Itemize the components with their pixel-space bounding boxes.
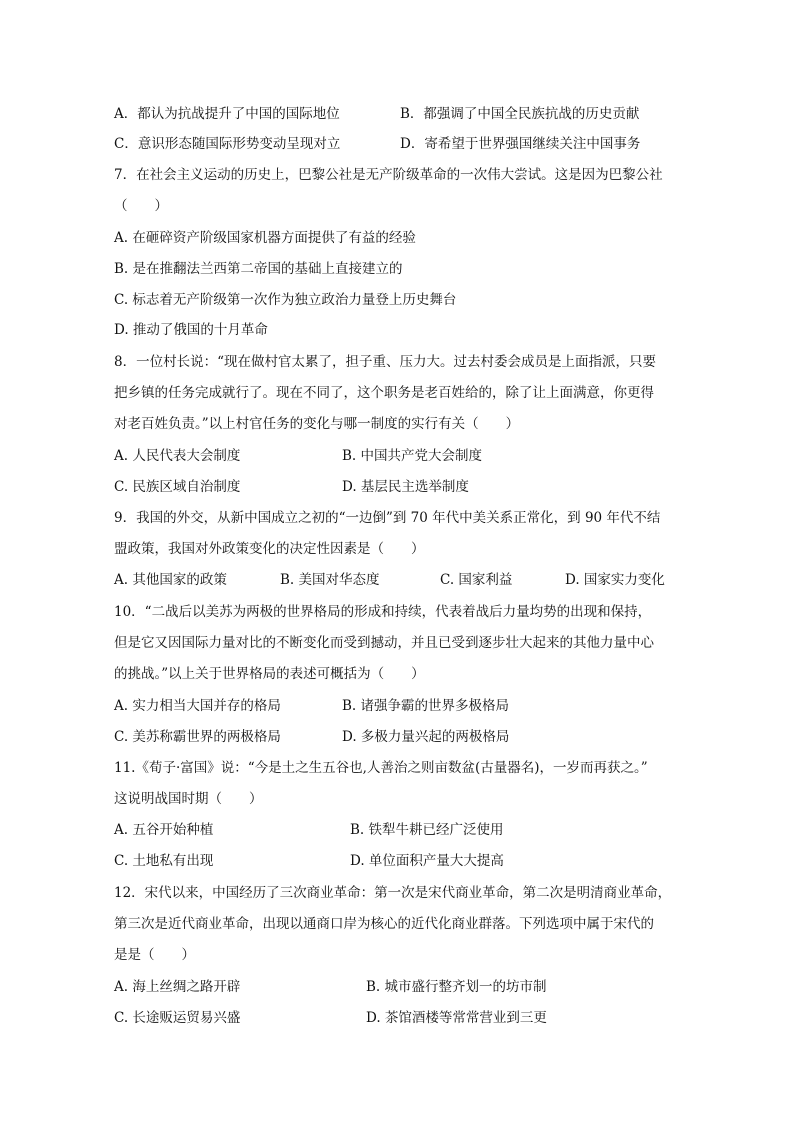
q10-stem-line-2: 但是它又因国际力量对比的不断变化而受到撼动，并且已受到逐步壮大起来的其他力量中心 [114,635,654,651]
q11-option-b: B. 铁犁牛耕已经广泛使用 [350,822,504,838]
q9-option-b: B. 美国对华态度 [280,572,380,588]
q8-stem-line-1: 8．一位村长说：“现在做村官太累了，担子重、压力大。过去村委会成员是上面指派，只要 [114,354,656,370]
q7-stem-line-2: （ ） [114,198,168,214]
q12-stem-line-1: 12．宋代以来，中国经历了三次商业革命：第一次是宋代商业革命，第二次是明清商业革命， [114,885,672,901]
q10-option-c: C. 美苏称霸世界的两极格局 [114,729,281,745]
q11-stem-line-1: 11.《荀子·富国》说：“今是土之生五谷也,人善治之则亩数盆(古量器名)，一岁而再获之。” [114,760,648,776]
q7-option-a: A. 在砸碎资产阶级国家机器方面提供了有益的经验 [114,230,416,246]
q12-stem-line-2: 第三次是近代商业革命，出现以通商口岸为核心的近代化商业群落。下列选项中属于宋代的 [114,916,654,932]
q10-option-a: A. 实力相当大国并存的格局 [114,698,281,714]
q6-option-a: A．都认为抗战提升了中国的国际地位 [114,106,340,122]
q7-option-d: D. 推动了俄国的十月革命 [114,322,268,338]
q11-option-c: C. 土地私有出现 [114,853,214,869]
q12-option-a: A. 海上丝绸之路开辟 [114,979,241,995]
q7-stem-line-1: 7．在社会主义运动的历史上，巴黎公社是无产阶级革命的一次伟大尝试。这是因为巴黎公社 [114,167,663,183]
q9-stem-line-2: 盟政策，我国对外政策变化的决定性因素是（ ） [114,541,425,557]
q12-option-b: B. 城市盛行整齐划一的坊市制 [366,979,547,995]
q11-option-a: A. 五谷开始种植 [114,822,214,838]
q9-option-d: D. 国家实力变化 [565,572,665,588]
q7-option-b: B. 是在推翻法兰西第二帝国的基础上直接建立的 [114,261,403,277]
q10-option-d: D. 多极力量兴起的两极格局 [342,729,510,745]
q8-option-b: B. 中国共产党大会制度 [342,448,483,464]
q10-option-b: B. 诸强争霸的世界多极格局 [342,698,510,714]
q6-option-b: B．都强调了中国全民族抗战的历史贡献 [400,106,640,122]
q6-option-d: D．寄希望于世界强国继续关注中国事务 [400,136,641,152]
q12-stem-line-3: 是是（ ） [114,947,195,963]
q9-stem-line-1: 9．我国的外交，从新中国成立之初的“一边倒”到 70 年代中美关系正常化，到 90 年代不结 [114,510,661,526]
q7-option-c: C. 标志着无产阶级第一次作为独立政治力量登上历史舞台 [114,292,457,308]
q8-option-a: A. 人民代表大会制度 [114,448,241,464]
q11-option-d: D. 单位面积产量大大提高 [350,853,504,869]
q6-option-c: C．意识形态随国际形势变动呈现对立 [114,136,341,152]
q12-option-d: D. 茶馆酒楼等常常营业到三更 [366,1010,547,1026]
q11-stem-line-2: 这说明战国时期（ ） [114,791,263,807]
q8-option-c: C. 民族区域自治制度 [114,479,241,495]
q9-option-a: A. 其他国家的政策 [114,572,227,588]
q10-stem-line-1: 10．“二战后以美苏为两极的世界格局的形成和持续，代表着战后力量均势的出现和保持， [114,604,652,620]
q8-stem-line-3: 对老百姓负责。”以上村官任务的变化与哪一制度的实行有关（ ） [114,416,520,432]
q10-stem-line-3: 的挑战。”以上关于世界格局的表述可概括为（ ） [114,666,425,682]
q12-option-c: C. 长途贩运贸易兴盛 [114,1010,241,1026]
q8-stem-line-2: 把乡镇的任务完成就行了。现在不同了，这个职务是老百姓给的，除了让上面满意，你更得 [114,385,654,401]
q9-option-c: C. 国家利益 [440,572,513,588]
q8-option-d: D. 基层民主选举制度 [342,479,469,495]
